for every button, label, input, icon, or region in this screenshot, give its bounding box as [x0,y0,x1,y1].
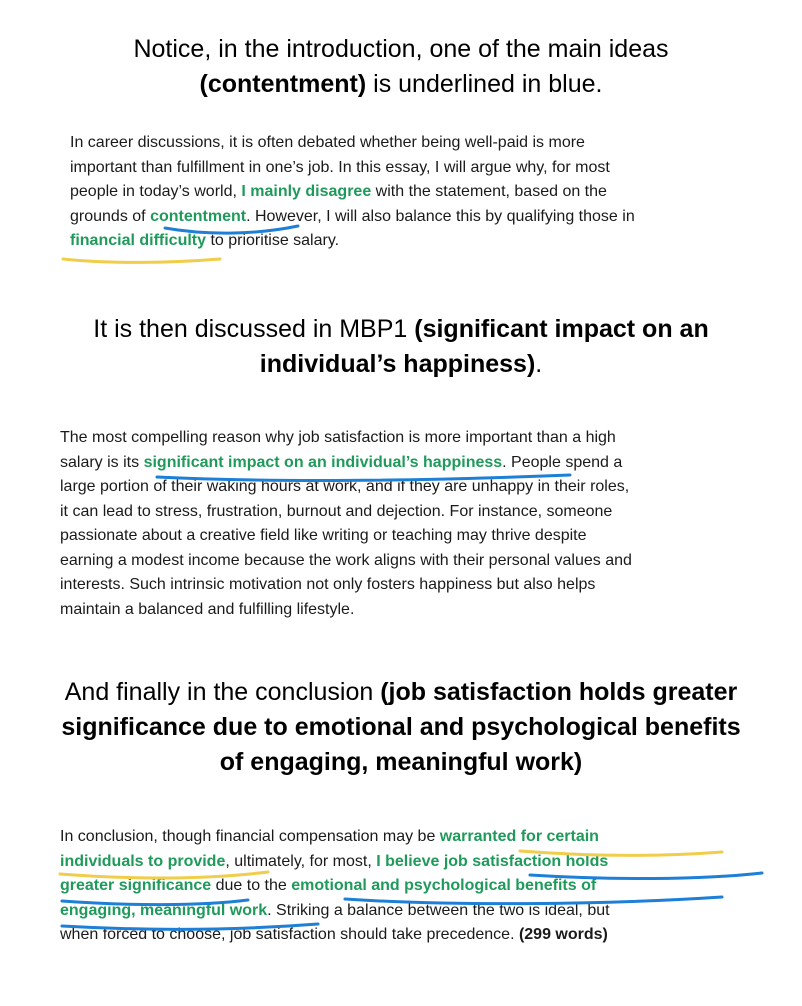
intro-line-2: important than fulfillment in one’s job. In this essay, I will argue why, for most [70,158,610,176]
highlight-significant-impact: significant impact on an individual’s happiness [143,453,503,471]
conclusion-line-5 [60,923,610,948]
text: with the statement, based on the [371,183,607,200]
highlight-warranted: warranted for certain [439,828,599,845]
heading-mbp1-line2 [0,347,802,382]
heading-mbp1-line1 [0,312,802,347]
text: grounds of [70,207,151,225]
text: It is then discussed in MBP1 [93,315,415,343]
intro-line-1: In career discussions, it is often debated whether being well-paid is more [70,134,585,151]
text: due to the [211,877,292,894]
text: In conclusion, though financial compensation may be [60,828,440,845]
conclusion-line-3 [60,874,610,899]
text: to prioritise salary. [206,232,340,249]
heading-conclusion-bold2: significance due to emotional and psychological benefits [61,713,741,741]
highlight-mainly-disagree: I mainly disagree [241,183,372,200]
heading-conclusion-line1 [0,675,802,710]
underline-financial-difficulty [63,259,220,262]
heading-mbp1-bold1: (significant impact on an [414,315,709,343]
mbp1-line-6: earning a modest income because the work aligns with their personal values and [60,551,632,569]
highlight-engaging-work: engaging, meaningful work [60,901,268,919]
text: salary is its [60,453,144,471]
text: . People spend a [502,453,623,471]
text: when forced to choose, job satisfaction should take precedence. [60,926,519,943]
mbp1-line-7: interests. Such intrinsic motivation not only fosters happiness but also helps [60,576,596,593]
heading-conclusion-line3 [0,745,802,780]
intro-line-3 [70,180,635,205]
highlight-i-believe: I believe [376,852,440,870]
mbp1-line-3: large portion of their waking hours at work, and if they are unhappy in their roles, [60,478,630,495]
highlight-individuals-to-provide: individuals to provide [60,852,226,870]
mbp1-paragraph [60,426,632,622]
intro-paragraph [70,131,635,254]
conclusion-paragraph [60,825,610,948]
text: , ultimately, for most, [225,852,377,870]
text: . Striking a balance between the two is ideal, but [267,901,610,919]
heading-conclusion-bold1: (job satisfaction holds greater [380,678,738,706]
mbp1-line-2 [60,451,632,476]
mbp1-line-8: maintain a balanced and fulfilling lifestyle. [60,600,355,618]
heading-conclusion-bold3: of engaging, meaningful work) [219,748,583,776]
heading-intro [0,32,802,102]
highlight-emotional-benefits: emotional and psychological benefits of [291,877,597,894]
intro-line-4 [70,205,635,230]
heading-intro-rest: is underlined in blue. [366,70,603,98]
highlight-job-satisfaction-holds: job satisfaction holds [443,852,609,870]
mbp1-line-4: it can lead to stress, frustration, burnout and dejection. For instance, someone [60,502,613,520]
highlight-financial-difficulty: financial difficulty [70,232,207,249]
conclusion-line-4 [60,899,610,924]
text: people in today’s world, [70,183,242,200]
highlight-contentment: contentment [150,207,247,225]
heading-conclusion-line2 [0,710,802,745]
text: . However, I will also balance this by qualifying those in [246,207,635,225]
conclusion-line-2 [60,850,610,875]
mbp1-line-1: The most compelling reason why job satisfaction is more important than a high [60,429,616,446]
conclusion-line-1 [60,825,610,850]
heading-conclusion [0,675,802,780]
mbp1-line-5: passionate about a creative field like writing or teaching may thrive despite [60,527,587,544]
intro-line-5 [70,229,635,254]
highlight-greater-significance: greater significance [60,877,212,894]
heading-intro-line2 [0,67,802,102]
heading-mbp1-bold2: individual’s happiness) [259,350,536,378]
text: . [535,350,543,378]
heading-mbp1 [0,312,802,382]
heading-intro-bold: (contentment) [199,70,367,98]
text: And finally in the conclusion [64,678,381,706]
word-count: (299 words) [518,926,608,943]
heading-intro-line1: Notice, in the introduction, one of the main ideas [133,35,669,63]
